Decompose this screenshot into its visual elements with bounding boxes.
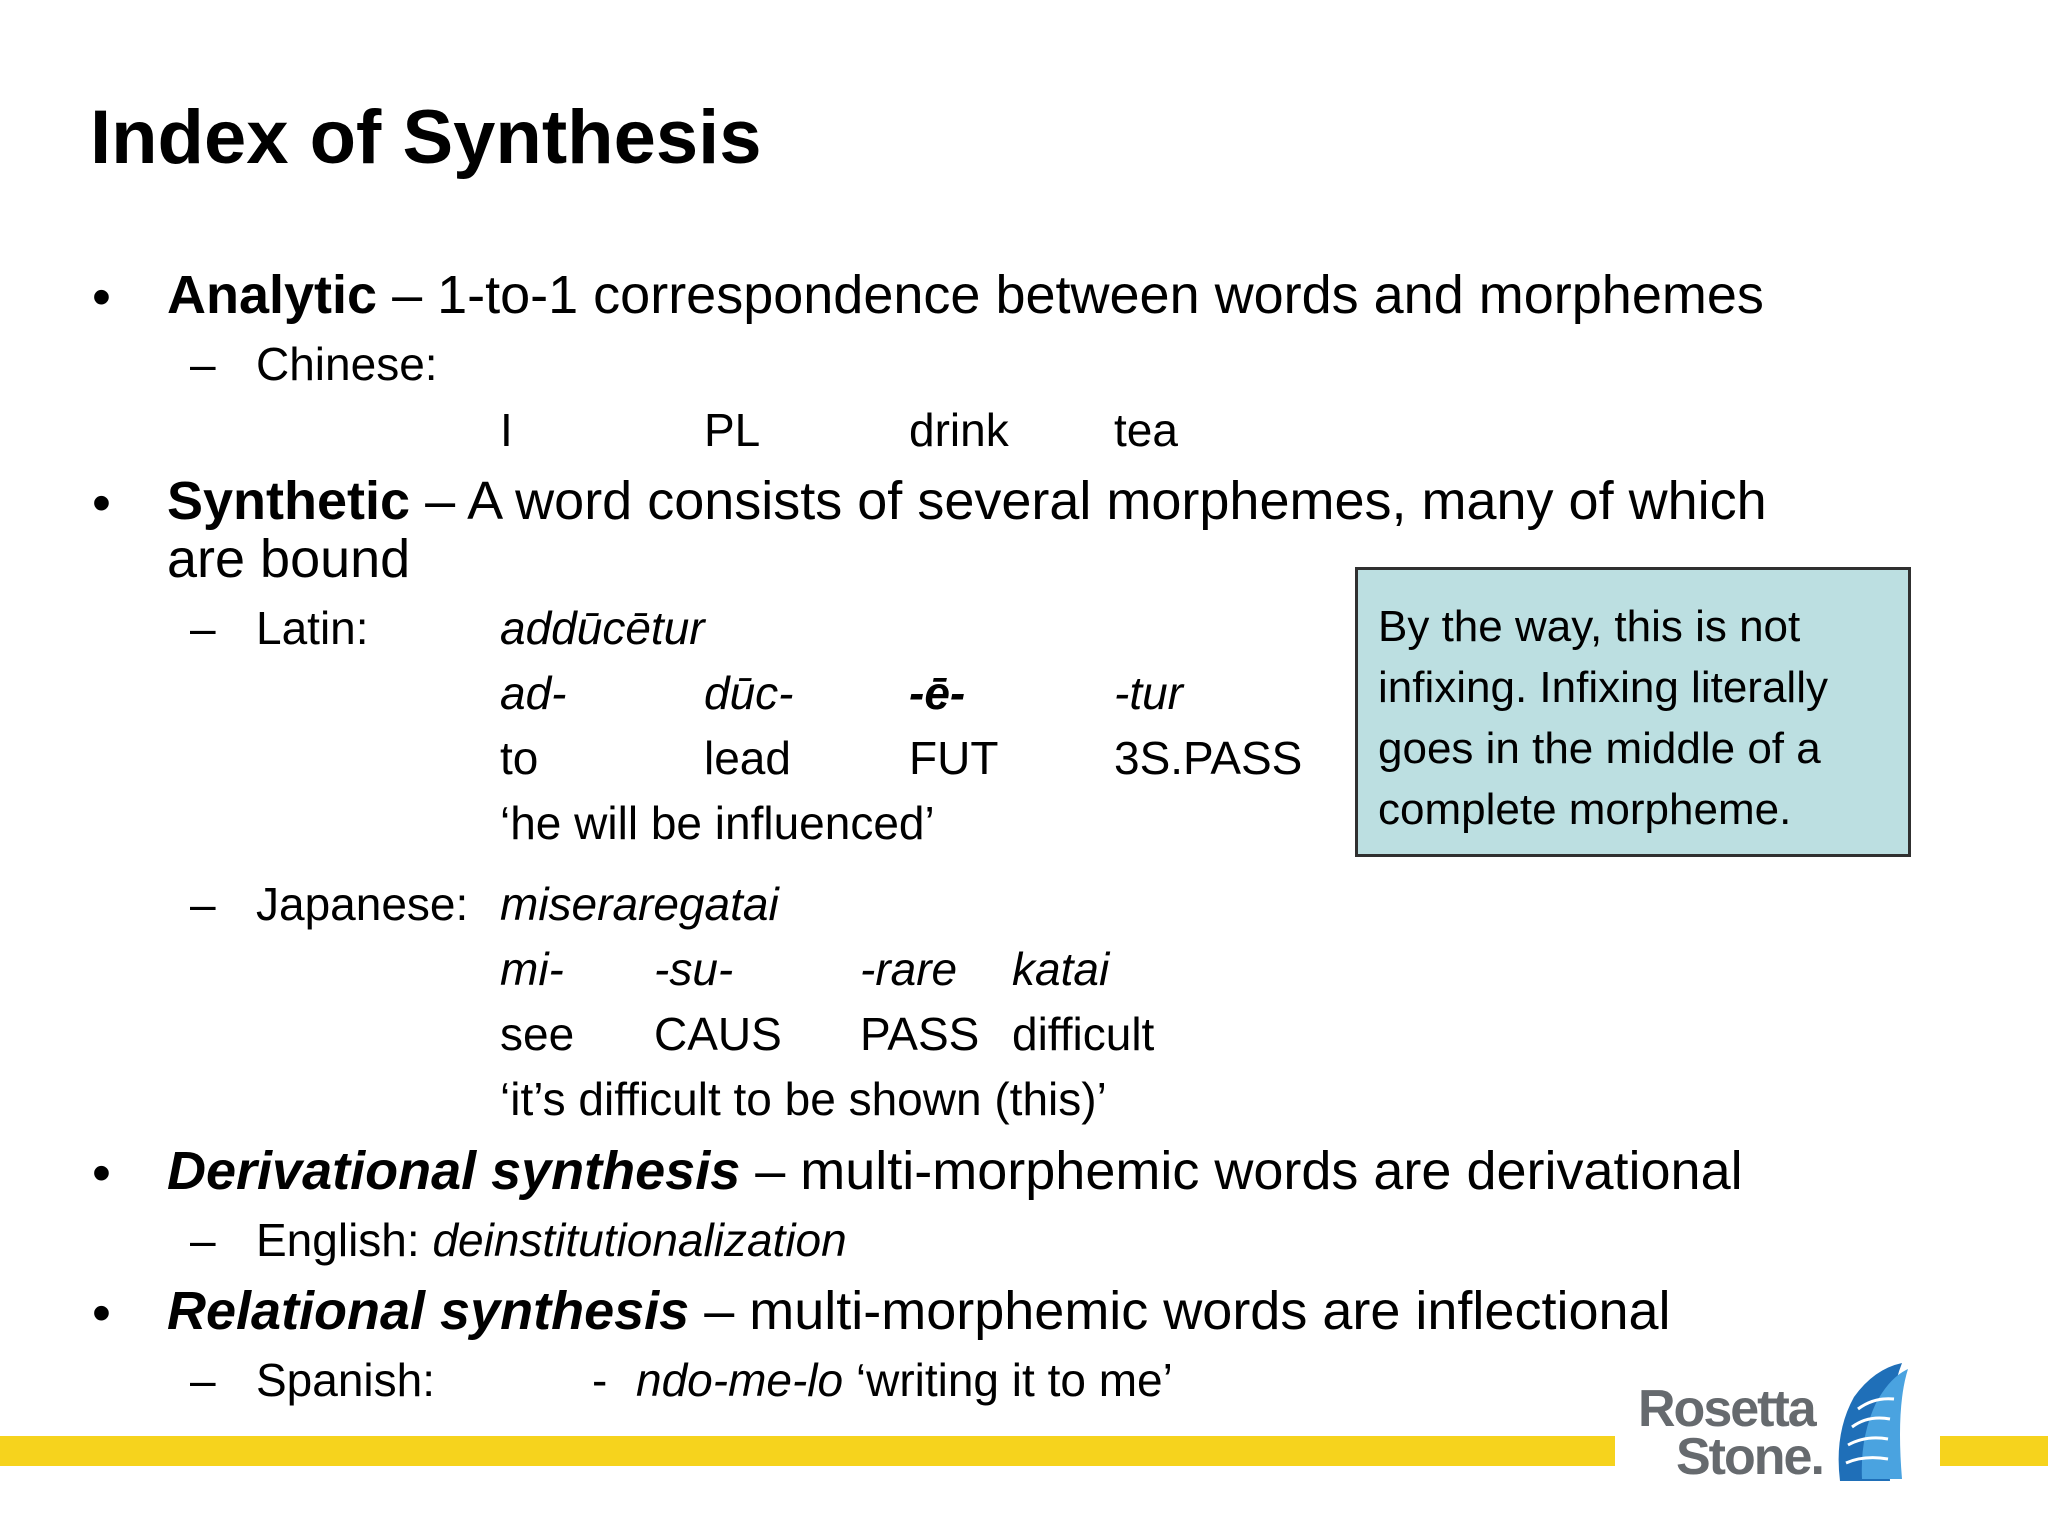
japanese-gloss-1: see bbox=[500, 1008, 575, 1060]
book-icon bbox=[1832, 1363, 1914, 1485]
japanese-gloss-2: CAUS bbox=[654, 1008, 782, 1060]
derivational-bullet bbox=[167, 1141, 1743, 1201]
bullet-icon: • bbox=[92, 1283, 111, 1343]
spanish-example bbox=[636, 1354, 1173, 1406]
rosetta-stone-logo bbox=[1630, 1355, 1930, 1485]
spanish-word: ndo-me-lo bbox=[636, 1354, 844, 1406]
footer-band-right bbox=[1940, 1436, 2048, 1466]
japanese-word: miseraregatai bbox=[500, 878, 779, 930]
english-label: English: bbox=[256, 1214, 433, 1266]
latin-morpheme-2: dūc- bbox=[704, 667, 794, 719]
spanish-example-dash: - bbox=[592, 1354, 608, 1406]
relational-definition: – multi-morphemic words are inflectional bbox=[689, 1281, 1671, 1341]
note-text: By the way, this is not infixing. Infixing literally goes in the middle of a complete morpheme. bbox=[1378, 602, 1828, 834]
english-example bbox=[256, 1214, 847, 1266]
synthetic-definition: – A word consists of several morphemes, many of which bbox=[410, 471, 1767, 531]
spanish-translation: ‘writing it to me’ bbox=[843, 1354, 1173, 1406]
japanese-morpheme-3: -rare bbox=[860, 943, 958, 995]
latin-gloss-4: 3S.PASS bbox=[1114, 732, 1303, 784]
latin-label: Latin: bbox=[256, 602, 369, 654]
synthetic-definition-cont: are bound bbox=[167, 529, 411, 589]
dash-icon: – bbox=[190, 338, 216, 390]
logo-line-1: Rosetta bbox=[1638, 1380, 1815, 1438]
latin-morpheme-4: -tur bbox=[1114, 667, 1183, 719]
note-callout bbox=[1355, 567, 1911, 857]
chinese-label: Chinese: bbox=[256, 338, 438, 390]
japanese-translation: ‘it’s difficult to be shown (this)’ bbox=[500, 1073, 1107, 1125]
chinese-gloss-2: PL bbox=[704, 404, 761, 456]
japanese-morpheme-1: mi- bbox=[500, 943, 564, 995]
derivational-term: Derivational synthesis bbox=[167, 1141, 741, 1201]
spanish-label: Spanish: bbox=[256, 1354, 436, 1406]
relational-bullet bbox=[167, 1281, 1671, 1341]
synthetic-bullet bbox=[167, 471, 1767, 531]
japanese-morpheme-4: katai bbox=[1012, 943, 1110, 995]
analytic-bullet bbox=[167, 265, 1764, 325]
relational-term: Relational synthesis bbox=[167, 1281, 690, 1341]
dash-icon: – bbox=[190, 1214, 216, 1266]
chinese-gloss-3: drink bbox=[909, 404, 1009, 456]
dash-icon: – bbox=[190, 1354, 216, 1406]
latin-gloss-2: lead bbox=[704, 732, 791, 784]
latin-translation: ‘he will be influenced’ bbox=[500, 797, 935, 849]
dash-icon: – bbox=[190, 878, 216, 930]
latin-morpheme-3: -ē- bbox=[909, 667, 966, 719]
latin-morpheme-1: ad- bbox=[500, 667, 567, 719]
chinese-gloss-4: tea bbox=[1114, 404, 1178, 456]
japanese-gloss-4: difficult bbox=[1012, 1008, 1155, 1060]
bullet-icon: • bbox=[92, 267, 111, 327]
bullet-icon: • bbox=[92, 1143, 111, 1203]
analytic-definition: – 1-to-1 correspondence between words and morphemes bbox=[377, 265, 1764, 325]
dash-icon: – bbox=[190, 602, 216, 654]
japanese-gloss-3: PASS bbox=[860, 1008, 980, 1060]
japanese-morpheme-2: -su- bbox=[654, 943, 734, 995]
bullet-icon: • bbox=[92, 473, 111, 533]
derivational-definition: – multi-morphemic words are derivational bbox=[740, 1141, 1743, 1201]
english-word: deinstitutionalization bbox=[432, 1214, 847, 1266]
chinese-gloss-1: I bbox=[500, 404, 513, 456]
latin-gloss-3: FUT bbox=[909, 732, 999, 784]
latin-word: addūcētur bbox=[500, 602, 705, 654]
japanese-label: Japanese: bbox=[256, 878, 469, 930]
synthetic-term: Synthetic bbox=[167, 471, 411, 531]
page-title: Index of Synthesis bbox=[90, 95, 762, 180]
footer-band bbox=[0, 1436, 1615, 1466]
analytic-term: Analytic bbox=[167, 265, 378, 325]
logo-line-2: Stone. bbox=[1676, 1428, 1823, 1486]
latin-gloss-1: to bbox=[500, 732, 539, 784]
